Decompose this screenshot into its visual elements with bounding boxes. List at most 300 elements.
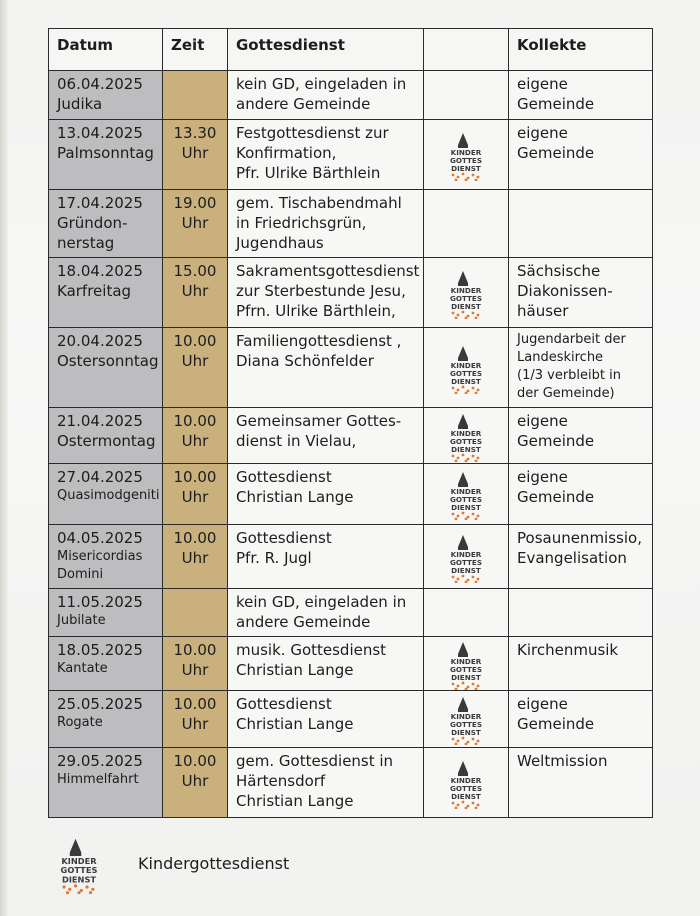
date-cell <box>49 589 163 637</box>
logo-text-line: GOTTES <box>449 720 483 729</box>
date-text: 13.04.2025 <box>57 124 143 142</box>
header-logo <box>424 29 509 71</box>
collection-text: eigene <box>517 695 568 713</box>
logo-dot <box>452 682 455 685</box>
collection-text: Evangelisation <box>517 549 627 567</box>
collection-text: Gemeinde <box>517 95 595 113</box>
date-text: 11.05.2025 <box>57 593 143 611</box>
service-text: Familiengottesdienst , <box>236 332 402 350</box>
logo-dot <box>452 575 455 578</box>
time-text: 10.00 <box>173 468 217 486</box>
table-row <box>49 691 653 748</box>
kids-service-cell <box>424 408 509 464</box>
logo-dot <box>68 888 71 891</box>
collection-cell <box>509 408 653 464</box>
date-text: 06.04.2025 <box>57 75 143 93</box>
collection-text: Weltmission <box>517 752 608 770</box>
logo-dot <box>455 687 458 689</box>
logo-dot <box>455 178 458 180</box>
logo-dot <box>462 737 465 740</box>
logo-dot <box>452 386 455 389</box>
date-text: 18.05.2025 <box>57 641 143 659</box>
logo-dot <box>472 513 475 516</box>
collection-text: Gemeinde <box>517 715 595 733</box>
logo-dot <box>475 518 478 520</box>
service-text: musik. Gottesdienst <box>236 641 387 659</box>
table-row <box>49 328 653 408</box>
logo-dot <box>465 178 468 180</box>
logo-text-line: KINDER <box>450 656 482 666</box>
logo-text-line: KINDER <box>450 285 482 295</box>
service-text: zur Sterbestunde Jesu, <box>236 282 406 300</box>
logo-dot <box>89 891 92 894</box>
collection-cell <box>509 190 653 258</box>
service-cell <box>228 328 424 408</box>
service-text: Christian Lange <box>236 715 354 733</box>
time-text: 10.00 <box>173 412 217 430</box>
logo-dot <box>472 682 475 685</box>
service-text: gem. Gottesdienst in <box>236 752 394 770</box>
date-cell <box>49 525 163 589</box>
collection-cell <box>509 589 653 637</box>
logo-dot <box>462 453 465 456</box>
logo-dot <box>457 456 460 459</box>
date-text: 20.04.2025 <box>57 332 143 350</box>
kindergottesdienst-logo-icon <box>446 129 486 181</box>
collection-text: häuser <box>517 302 569 320</box>
date-cell <box>49 637 163 691</box>
logo-dot <box>472 386 475 389</box>
logo-dot <box>80 889 83 892</box>
date-cell <box>49 258 163 328</box>
time-cell <box>163 408 228 464</box>
time-text: Uhr <box>181 352 209 370</box>
logo-text-line: DIENST <box>451 376 481 386</box>
church-tower-shape <box>458 535 468 550</box>
logo-dot <box>457 175 460 178</box>
logo-text-line: GOTTES <box>449 495 483 504</box>
logo-dot <box>457 577 460 580</box>
logo-dot <box>462 512 465 515</box>
date-text: 25.05.2025 <box>57 695 143 713</box>
logo-dot <box>455 580 458 582</box>
header-service: Gottesdienst <box>228 29 424 71</box>
collection-text: Jugendarbeit der <box>517 332 626 347</box>
service-cell <box>228 637 424 691</box>
logo-dot <box>457 313 460 316</box>
table-row <box>49 190 653 258</box>
logo-text-line: GOTTES <box>449 664 483 674</box>
service-text: Pfrn. Ulrike Bärthlein, <box>236 302 396 320</box>
date-text: 21.04.2025 <box>57 412 143 430</box>
logo-text-line: DIENST <box>451 565 481 575</box>
logo-dot <box>462 385 465 388</box>
service-text: Pfr. Ulrike Bärthlein <box>236 164 381 182</box>
table-row <box>49 71 653 120</box>
service-text: kein GD, eingeladen in <box>236 593 407 611</box>
collection-cell <box>509 71 653 120</box>
service-text: Festgottesdienst zur <box>236 124 389 142</box>
time-text: Uhr <box>181 661 209 679</box>
liturgical-day: Ostersonntag <box>57 352 159 370</box>
kids-service-cell <box>424 190 509 258</box>
collection-cell <box>509 258 653 328</box>
time-cell <box>163 190 228 258</box>
date-text: 17.04.2025 <box>57 194 143 212</box>
table-row <box>49 258 653 328</box>
time-cell <box>163 71 228 120</box>
kindergottesdienst-logo-icon <box>446 757 486 809</box>
logo-text-line: GOTTES <box>449 783 483 793</box>
collection-cell <box>509 120 653 190</box>
service-text: Konfirmation, <box>236 144 337 162</box>
kids-service-cell <box>424 637 509 691</box>
collection-text: Sächsische <box>517 262 601 280</box>
church-tower-shape <box>458 472 468 487</box>
time-text: Uhr <box>181 488 209 506</box>
logo-dot <box>472 173 475 176</box>
logo-text-line: KINDER <box>450 487 482 496</box>
logo-dot <box>477 577 480 580</box>
logo-dot <box>475 743 478 745</box>
legend-label: Kindergottesdienst <box>138 854 290 873</box>
logo-dot <box>455 518 458 520</box>
service-cell <box>228 589 424 637</box>
service-cell <box>228 258 424 328</box>
date-cell <box>49 120 163 190</box>
logo-dot <box>467 804 470 807</box>
logo-dot <box>477 740 480 743</box>
collection-text: Gemeinde <box>517 488 595 506</box>
table-row <box>49 525 653 589</box>
logo-dot <box>467 741 470 744</box>
logo-dot <box>467 685 470 688</box>
table-row <box>49 637 653 691</box>
logo-dot <box>457 388 460 391</box>
logo-dot <box>477 313 480 316</box>
church-tower-shape <box>458 271 468 286</box>
collection-text: Gemeinde <box>517 432 595 450</box>
date-cell <box>49 71 163 120</box>
date-text: 27.04.2025 <box>57 468 143 486</box>
logo-dot <box>477 388 480 391</box>
date-text: 29.05.2025 <box>57 752 143 770</box>
service-text: andere Gemeinde <box>236 613 371 631</box>
collection-text: (1/3 verbleibt in <box>517 368 621 383</box>
time-cell <box>163 589 228 637</box>
time-text: Uhr <box>181 282 209 300</box>
time-text: Uhr <box>181 214 209 232</box>
service-text: Christian Lange <box>236 792 354 810</box>
kindergottesdienst-logo-icon <box>446 342 486 394</box>
time-text: Uhr <box>181 549 209 567</box>
logo-text-line: GOTTES <box>60 865 98 876</box>
time-text: 10.00 <box>173 641 217 659</box>
service-text: kein GD, eingeladen in <box>236 75 407 93</box>
logo-text-line: DIENST <box>451 791 481 801</box>
church-tower-shape <box>458 414 468 429</box>
logo-dot <box>467 457 470 460</box>
service-text: Pfr. R. Jugl <box>236 549 312 567</box>
kindergottesdienst-logo-icon <box>446 410 486 462</box>
logo-text-line: KINDER <box>61 856 97 866</box>
table-row <box>49 464 653 525</box>
logo-dot <box>457 803 460 806</box>
table-row <box>49 408 653 464</box>
kids-service-cell <box>424 258 509 328</box>
logo-text-line: KINDER <box>450 360 482 370</box>
time-text: Uhr <box>181 144 209 162</box>
church-tower-shape <box>458 346 468 361</box>
logo-dot <box>452 454 455 457</box>
logo-dot <box>475 687 478 689</box>
logo-dot <box>462 172 465 175</box>
logo-text-line: GOTTES <box>449 368 483 378</box>
logo-text-line: GOTTES <box>449 557 483 567</box>
logo-dot <box>477 803 480 806</box>
table-header-row <box>49 29 653 71</box>
collection-text: Landeskirche <box>517 350 604 365</box>
collection-text: Posaunenmissio, <box>517 529 642 547</box>
header-date: Datum <box>49 29 163 71</box>
service-text: andere Gemeinde <box>236 95 371 113</box>
liturgical-day: Jubilate <box>57 613 106 628</box>
service-cell <box>228 190 424 258</box>
service-cell <box>228 525 424 589</box>
time-cell <box>163 258 228 328</box>
liturgical-day: Judika <box>57 95 103 113</box>
logo-text-line: DIENST <box>451 672 481 682</box>
service-text: in Friedrichsgrün, <box>236 214 367 232</box>
service-text: gem. Tischabendmahl <box>236 194 402 212</box>
logo-dot <box>462 310 465 313</box>
logo-dot <box>465 459 468 461</box>
collection-cell <box>509 525 653 589</box>
church-tower-shape <box>458 642 468 657</box>
logo-text-line: KINDER <box>450 549 482 559</box>
time-text: 10.00 <box>173 752 217 770</box>
logo-dot <box>77 891 80 894</box>
table-row <box>49 120 653 190</box>
kindergottesdienst-logo-icon <box>446 267 486 319</box>
liturgical-day: Karfreitag <box>57 282 132 300</box>
logo-dot <box>475 391 478 393</box>
logo-dot <box>452 173 455 176</box>
liturgical-day: Gründon- <box>57 214 128 232</box>
logo-text-line: KINDER <box>450 712 482 721</box>
liturgical-day: Palmsonntag <box>57 144 154 162</box>
logo-text-line: KINDER <box>450 775 482 785</box>
logo-text-line: GOTTES <box>449 436 483 446</box>
church-tower-shape <box>458 697 468 712</box>
kindergottesdienst-logo-icon <box>56 834 102 894</box>
logo-dot <box>452 801 455 804</box>
logo-dot <box>455 743 458 745</box>
logo-text-line: KINDER <box>450 428 482 438</box>
table-row <box>49 748 653 818</box>
logo-dot <box>465 687 468 689</box>
logo-dot <box>467 578 470 581</box>
collection-text: der Gemeinde) <box>517 386 615 401</box>
collection-text: eigene <box>517 75 568 93</box>
logo-dot <box>455 459 458 461</box>
logo-dot <box>462 681 465 684</box>
logo-dot <box>475 806 478 808</box>
kids-service-cell <box>424 748 509 818</box>
logo-dot <box>457 515 460 518</box>
date-cell <box>49 748 163 818</box>
header-time: Zeit <box>163 29 228 71</box>
collection-cell <box>509 691 653 748</box>
time-cell <box>163 525 228 589</box>
time-text: 13.30 <box>173 124 217 142</box>
logo-dot <box>472 575 475 578</box>
logo-text-line: DIENST <box>451 503 481 512</box>
logo-dot <box>472 454 475 457</box>
church-tower-shape <box>458 761 468 776</box>
service-text: Christian Lange <box>236 661 354 679</box>
date-cell <box>49 408 163 464</box>
logo-dot <box>91 888 94 891</box>
service-cell <box>228 464 424 525</box>
logo-dot <box>457 740 460 743</box>
service-text: Gottesdienst <box>236 529 332 547</box>
time-text: Uhr <box>181 432 209 450</box>
logo-dot <box>62 885 65 888</box>
time-cell <box>163 691 228 748</box>
service-text: Diana Schönfelder <box>236 352 374 370</box>
legend <box>56 834 290 894</box>
time-text: 10.00 <box>173 695 217 713</box>
time-cell <box>163 464 228 525</box>
date-cell <box>49 190 163 258</box>
logo-text-line: DIENST <box>451 163 481 173</box>
collection-text: eigene <box>517 412 568 430</box>
logo-dot <box>467 516 470 519</box>
kids-service-cell <box>424 525 509 589</box>
service-cell <box>228 120 424 190</box>
logo-text-line: DIENST <box>451 444 481 454</box>
date-cell <box>49 464 163 525</box>
logo-dot <box>452 311 455 314</box>
church-tower-shape <box>458 133 468 148</box>
service-cell <box>228 71 424 120</box>
logo-text-line: DIENST <box>451 728 481 737</box>
logo-dot <box>472 311 475 314</box>
service-cell <box>228 748 424 818</box>
service-schedule-table <box>48 28 653 818</box>
time-text: 10.00 <box>173 529 217 547</box>
service-cell <box>228 408 424 464</box>
liturgical-day: Domini <box>57 567 104 582</box>
logo-dot <box>475 459 478 461</box>
logo-dot <box>457 684 460 687</box>
kids-service-cell <box>424 691 509 748</box>
kids-service-cell <box>424 328 509 408</box>
time-text: 19.00 <box>173 194 217 212</box>
logo-text-line: GOTTES <box>449 293 483 303</box>
logo-dot <box>467 389 470 392</box>
service-cell <box>228 691 424 748</box>
logo-dot <box>465 391 468 393</box>
liturgical-day: Kantate <box>57 661 108 676</box>
logo-dot <box>475 580 478 582</box>
service-text: Gottesdienst <box>236 468 332 486</box>
collection-cell <box>509 748 653 818</box>
logo-dot <box>467 314 470 317</box>
logo-dot <box>465 743 468 745</box>
logo-dot <box>465 806 468 808</box>
collection-cell <box>509 637 653 691</box>
time-text: 15.00 <box>173 262 217 280</box>
logo-dot <box>477 175 480 178</box>
logo-dot <box>472 801 475 804</box>
date-text: 04.05.2025 <box>57 529 143 547</box>
collection-text: eigene <box>517 468 568 486</box>
kids-service-cell <box>424 589 509 637</box>
logo-dot <box>465 316 468 318</box>
logo-dot <box>475 178 478 180</box>
kids-service-cell <box>424 120 509 190</box>
liturgical-day: Himmelfahrt <box>57 772 139 787</box>
time-cell <box>163 120 228 190</box>
logo-dot <box>452 738 455 741</box>
time-cell <box>163 748 228 818</box>
kindergottesdienst-logo-icon <box>446 468 486 520</box>
kids-service-cell <box>424 71 509 120</box>
logo-text-line: KINDER <box>450 147 482 157</box>
liturgical-day: nerstag <box>57 234 115 252</box>
time-text: Uhr <box>181 715 209 733</box>
collection-cell <box>509 328 653 408</box>
kids-service-cell <box>424 464 509 525</box>
liturgical-day: Misericordias <box>57 549 143 564</box>
collection-text: eigene <box>517 124 568 142</box>
logo-dot <box>477 456 480 459</box>
service-text: Jugendhaus <box>236 234 324 252</box>
date-cell <box>49 691 163 748</box>
kindergottesdienst-logo-icon <box>446 531 486 583</box>
logo-text-line: DIENST <box>61 874 97 885</box>
time-text: 10.00 <box>173 332 217 350</box>
date-cell <box>49 328 163 408</box>
service-text: Gemeinsamer Gottes- <box>236 412 402 430</box>
logo-dot <box>74 884 77 887</box>
logo-dot <box>467 176 470 179</box>
logo-dot <box>455 316 458 318</box>
header-collection: Kollekte <box>509 29 653 71</box>
liturgical-day: Rogate <box>57 715 103 730</box>
date-text: 18.04.2025 <box>57 262 143 280</box>
logo-dot <box>465 518 468 520</box>
kindergottesdienst-logo-icon <box>446 638 486 690</box>
time-text: Uhr <box>181 772 209 790</box>
logo-dot <box>475 316 478 318</box>
paper-edge-shadow <box>0 0 8 916</box>
kindergottesdienst-logo-icon <box>446 693 486 745</box>
logo-dot <box>477 684 480 687</box>
collection-text: Kirchenmusik <box>517 641 619 659</box>
logo-dot <box>455 806 458 808</box>
logo-dot <box>455 391 458 393</box>
logo-dot <box>85 885 88 888</box>
collection-cell <box>509 464 653 525</box>
logo-dot <box>462 574 465 577</box>
logo-dot <box>477 515 480 518</box>
church-tower-shape <box>70 839 82 856</box>
liturgical-day: Quasimodgeniti <box>57 488 160 503</box>
logo-dot <box>462 800 465 803</box>
